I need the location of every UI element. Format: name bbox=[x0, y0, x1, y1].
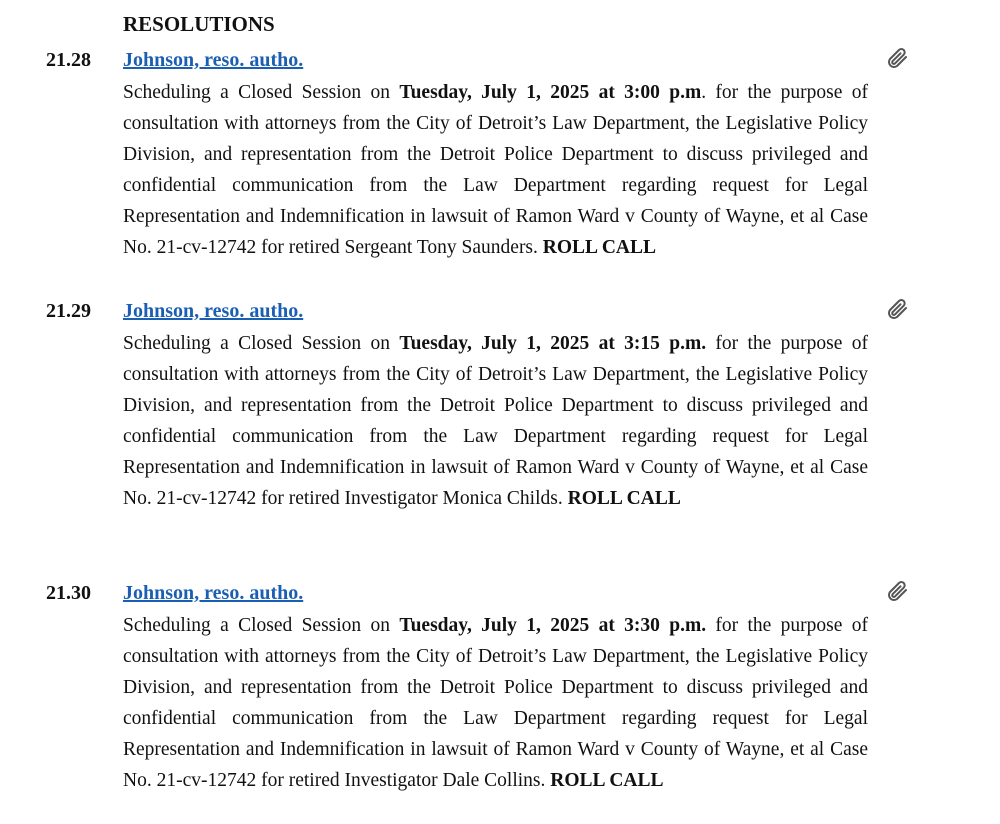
section-heading: RESOLUTIONS bbox=[123, 12, 275, 36]
paperclip-icon[interactable] bbox=[886, 296, 910, 324]
resolution-link[interactable]: Johnson, reso. autho. bbox=[123, 300, 304, 322]
item-number: 21.30 bbox=[46, 582, 91, 604]
intro-text: Scheduling a Closed Session on bbox=[123, 615, 400, 636]
resolution-text bbox=[123, 328, 868, 514]
roll-call: ROLL CALL bbox=[567, 488, 681, 509]
resolution-text bbox=[123, 77, 868, 263]
paperclip-icon[interactable] bbox=[886, 578, 910, 606]
session-datetime: Tuesday, July 1, 2025 at 3:15 p.m. bbox=[399, 333, 707, 354]
intro-text: Scheduling a Closed Session on bbox=[123, 82, 400, 103]
session-datetime: Tuesday, July 1, 2025 at 3:30 p.m. bbox=[399, 615, 707, 636]
intro-text: Scheduling a Closed Session on bbox=[123, 333, 400, 354]
roll-call: ROLL CALL bbox=[542, 237, 657, 258]
item-number: 21.28 bbox=[46, 49, 91, 71]
body-text: . for the purpose of consultation with attorneys from the City of Detroit’s Law Department, the Legislative Policy Division, and representation from the Detroit Police Department to discuss privileged and confidential communication from the Law Department regarding request for Legal Representation and Indemnification in lawsuit of Ramon Ward v County of Wayne, et al Case No. 21-cv-12742 for retired Sergeant Tony Saunders. bbox=[123, 82, 868, 258]
body-text: for the purpose of consultation with attorneys from the City of Detroit’s Law Department, the Legislative Policy Division, and representation from the Detroit Police Department to discuss privileged and confidential communication from the Law Department regarding request for Legal Representation and Indemnification in lawsuit of Ramon Ward v County of Wayne, et al Case No. 21-cv-12742 for retired Investigator Dale Collins. bbox=[123, 615, 868, 791]
item-number: 21.29 bbox=[46, 300, 91, 322]
paperclip-icon[interactable] bbox=[886, 45, 910, 73]
session-datetime: Tuesday, July 1, 2025 at 3:00 p.m bbox=[399, 82, 702, 103]
roll-call: ROLL CALL bbox=[550, 770, 664, 791]
resolution-link[interactable]: Johnson, reso. autho. bbox=[123, 49, 304, 71]
resolution-link[interactable]: Johnson, reso. autho. bbox=[123, 582, 304, 604]
resolution-text bbox=[123, 610, 868, 796]
body-text: for the purpose of consultation with attorneys from the City of Detroit’s Law Department, the Legislative Policy Division, and representation from the Detroit Police Department to discuss privileged and confidential communication from the Law Department regarding request for Legal Representation and Indemnification in lawsuit of Ramon Ward v County of Wayne, et al Case No. 21-cv-12742 for retired Investigator Monica Childs. bbox=[123, 333, 868, 509]
